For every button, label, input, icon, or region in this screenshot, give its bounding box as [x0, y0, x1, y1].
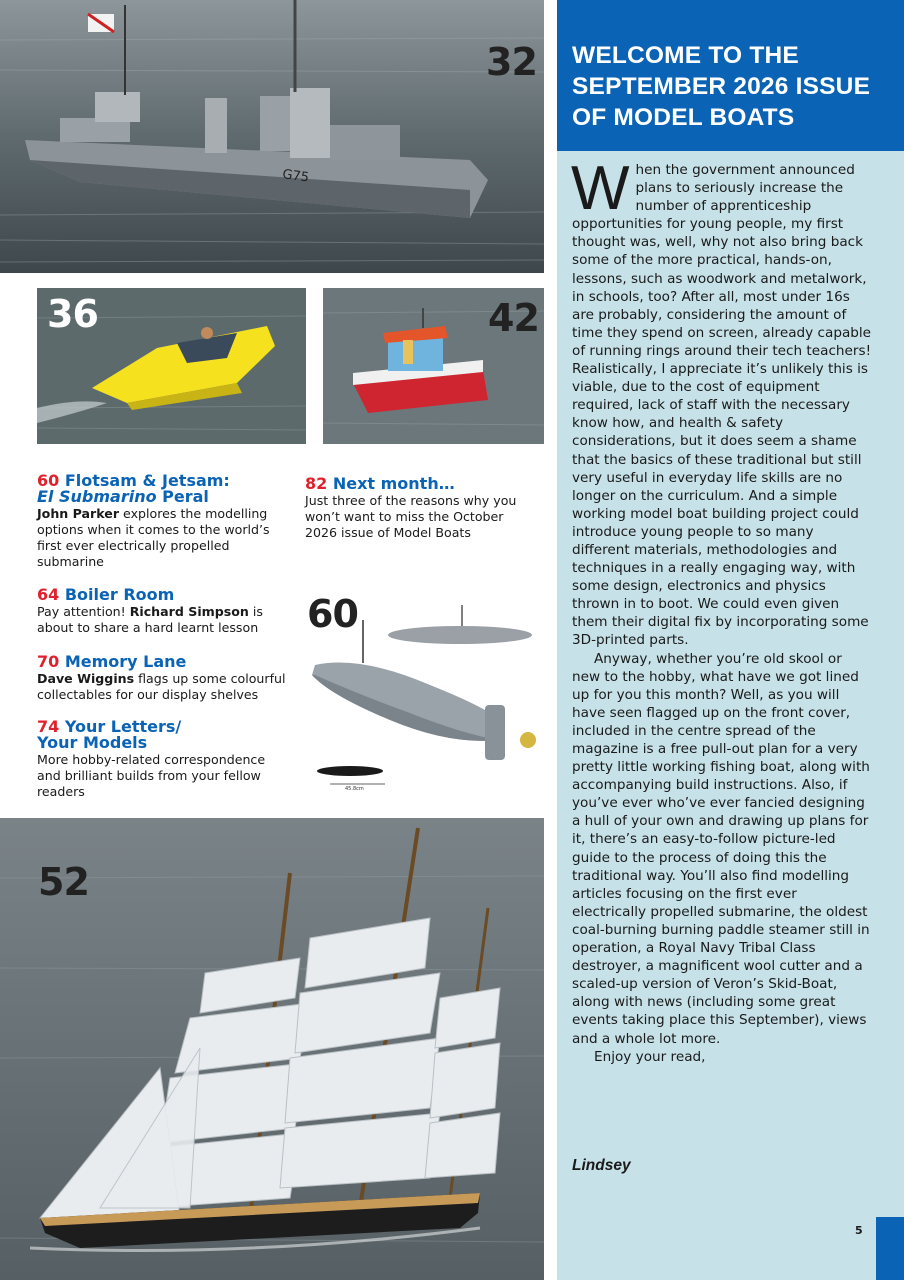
contents-item-82[interactable]	[305, 476, 535, 541]
contents-item-74-title: 74 Your Letters/ Your Models	[37, 717, 182, 752]
contents-item-74-desc: More hobby-related correspondence and brilliant builds from your fellow readers	[37, 752, 266, 799]
drop-cap: W	[571, 154, 630, 223]
editorial-paragraph-1: When the government announced plans to seriously increase the number of apprenticeship opportunities for young people, my first thought was, well, why not also bring back some of the more practical, hands-on, lessons, such as woodwork and metalwork, in schools, too? After all, most under 16s are probably, considering the amount of time they spend on screen, already capable of running rings around their tech teachers! Realistically, I appreciate it’s unlikely this is viable, due to the cost of equipment required, lack of staff with the necessary know how, and health & safety considerations, but it does seem a shame that the basics of these traditional but still very useful in everyday life skills are no longer on the curriculum. And a simple working model boat building project could introduce young people to so many different materials, methodologies and techniques in a really engaging way, with some design, electronics and physics thrown in to boot. We could even given them their digital fix by incorporating some 3D-printed parts.	[571, 154, 872, 649]
contents-item-64-desc: Pay attention! Richard Simpson is about to share a hard learnt lesson	[37, 604, 263, 635]
speedboat-page-number: 36	[47, 292, 98, 336]
editorial-paragraph-2: Anyway, whether you’re old skool or new to the hobby, what have we got lined up for you this month? Well, as you will have seen flagged up on the front cover, included in the centre spread of the magazine is a free pull-out plan for a very pretty little working fishing boat, along with accompanying build instructions. Also, if you’ve ever who’ve ever fancied designing a hull of your own and drawing up plans for it, there’s an easy-to-follow picture-led guide to the process of doing this the traditional way. You’ll also find modelling articles focusing on the first ever electrically propelled submarine, the oldest coal-burning burning paddle steamer still in operation, a Royal Navy Tribal Class destroyer, a magnificent wool cutter and a scaled-up version of Veron’s Skid-Boat, along with news (including some great events taking place this September), views and a whole lot more.	[572, 650, 870, 1047]
contents-item-64[interactable]	[37, 587, 287, 636]
contents-item-82-desc: Just three of the reasons why you won’t want to miss the October 2026 issue of Model Boats	[305, 493, 517, 540]
submarine-scale-label: 45.8cm	[345, 786, 364, 792]
destroyer-pennant: G75	[281, 167, 310, 186]
contents-item-70-desc: Dave Wiggins flags up some colourful collectables for our display shelves	[37, 671, 286, 702]
contents-item-64-title: 64 Boiler Room	[37, 585, 175, 604]
contents-item-60-title: 60 Flotsam & Jetsam: El Submarino Peral	[37, 471, 230, 506]
page-number: 5	[855, 1224, 863, 1237]
folio-tab	[876, 1217, 904, 1280]
tall-ship-page-number: 52	[38, 860, 89, 904]
welcome-editorial	[571, 154, 872, 1066]
contents-item-70[interactable]	[37, 654, 289, 703]
contents-item-60[interactable]	[37, 473, 287, 570]
destroyer-photo	[0, 0, 544, 273]
contents-item-60-desc: John Parker explores the modelling options when it comes to the world’s first ever electrically propelled submarine	[37, 506, 270, 569]
contents-item-70-title: 70 Memory Lane	[37, 652, 187, 671]
editorial-paragraph-3: Enjoy your read,	[594, 1048, 706, 1065]
fishing-boat-page-number: 42	[488, 296, 539, 340]
editor-signoff: Lindsey	[572, 1157, 631, 1174]
contents-item-82-title: 82 Next month…	[305, 474, 455, 493]
submarine-page-number: 60	[307, 592, 358, 636]
welcome-title: WELCOME TO THE SEPTEMBER 2026 ISSUE OF MODEL BOATS	[572, 42, 871, 131]
destroyer-page-number: 32	[486, 40, 537, 84]
contents-item-74[interactable]	[37, 719, 287, 800]
